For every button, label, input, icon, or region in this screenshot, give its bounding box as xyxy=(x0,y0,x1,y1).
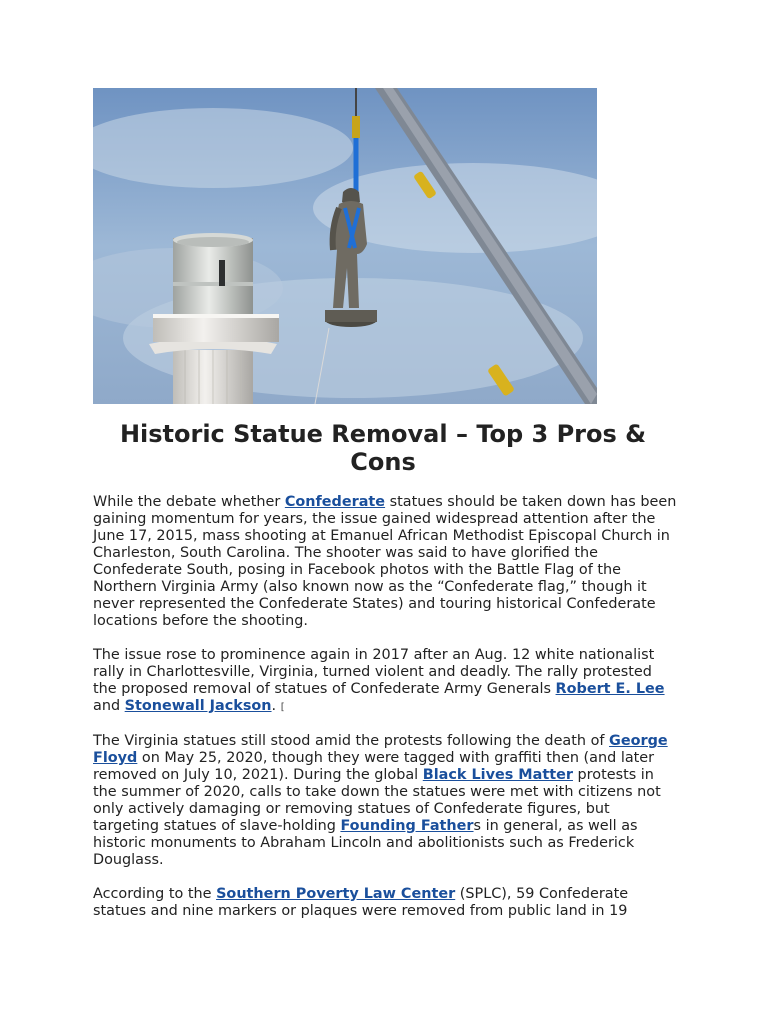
p3-text-1: The Virginia statues still stood amid the protests following the death of xyxy=(93,733,610,749)
p1-text-2: statues should be taken down has been gaining momentum for years, the issue gained widespread attention after the June 17, 2015, mass shooting at Emanuel African Methodist Episcopal Church in Charleston, South Carolina. The shooter was said to have glorified the Confederate South, posing in Facebook photos with the Battle Flag of the Northern Virginia Army (also known now as the “Confederate flag,” though it never represented the Confederate States) and touring historical Confederate locations before the shooting. xyxy=(93,494,677,629)
article-title: Historic Statue Removal – Top 3 Pros & Cons xyxy=(119,420,647,476)
p3-text-4: s in general, as well as historic monuments to Abraham Lincoln and abolitionists such as Frederick Douglass. xyxy=(93,818,638,868)
p4-text-1: According to the xyxy=(93,886,217,902)
p4-text-2: (SPLC), 59 Confederate statues and nine markers or plaques were removed from public land in 19 xyxy=(93,886,629,919)
photo-illustration xyxy=(93,88,597,404)
link-splc[interactable]: Southern Poverty Law Center xyxy=(216,886,456,902)
paragraph-4 xyxy=(93,886,678,920)
link-confederate[interactable]: Confederate xyxy=(284,494,386,510)
citation-marker[interactable]: [ xyxy=(280,702,285,713)
p1-text-1: While the debate whether xyxy=(93,494,285,510)
p2-text-1: The issue rose to prominence again in 2017 after an Aug. 12 white nationalist rally in Charlottesville, Virginia, turned violent and deadly. The rally protested the proposed removal of statues of Confederate Army Generals xyxy=(93,647,655,697)
statue-removal-photo xyxy=(93,88,597,404)
paragraph-1 xyxy=(93,494,678,630)
paragraph-2 xyxy=(93,647,678,716)
link-black-lives-matter[interactable]: Black Lives Matter xyxy=(422,767,573,783)
p3-text-3: protests in the summer of 2020, calls to take down the statues were met with citizens not only actively damaging or removing statues of Confederate figures, but targeting statues of slave-holding xyxy=(93,767,661,834)
paragraph-3 xyxy=(93,733,678,869)
p2-text-2: and xyxy=(93,698,125,714)
p2-text-3: . xyxy=(271,698,281,714)
link-robert-e-lee[interactable]: Robert E. Lee xyxy=(555,681,665,697)
p3-text-2: on May 25, 2020, though they were tagged with graffiti then (and later removed on July 10, 2021). During the global xyxy=(93,750,655,783)
article-body xyxy=(93,494,678,937)
link-stonewall-jackson[interactable]: Stonewall Jackson xyxy=(124,698,272,714)
link-founding-father[interactable]: Founding Father xyxy=(340,818,474,834)
link-george-floyd[interactable]: George Floyd xyxy=(93,733,668,766)
